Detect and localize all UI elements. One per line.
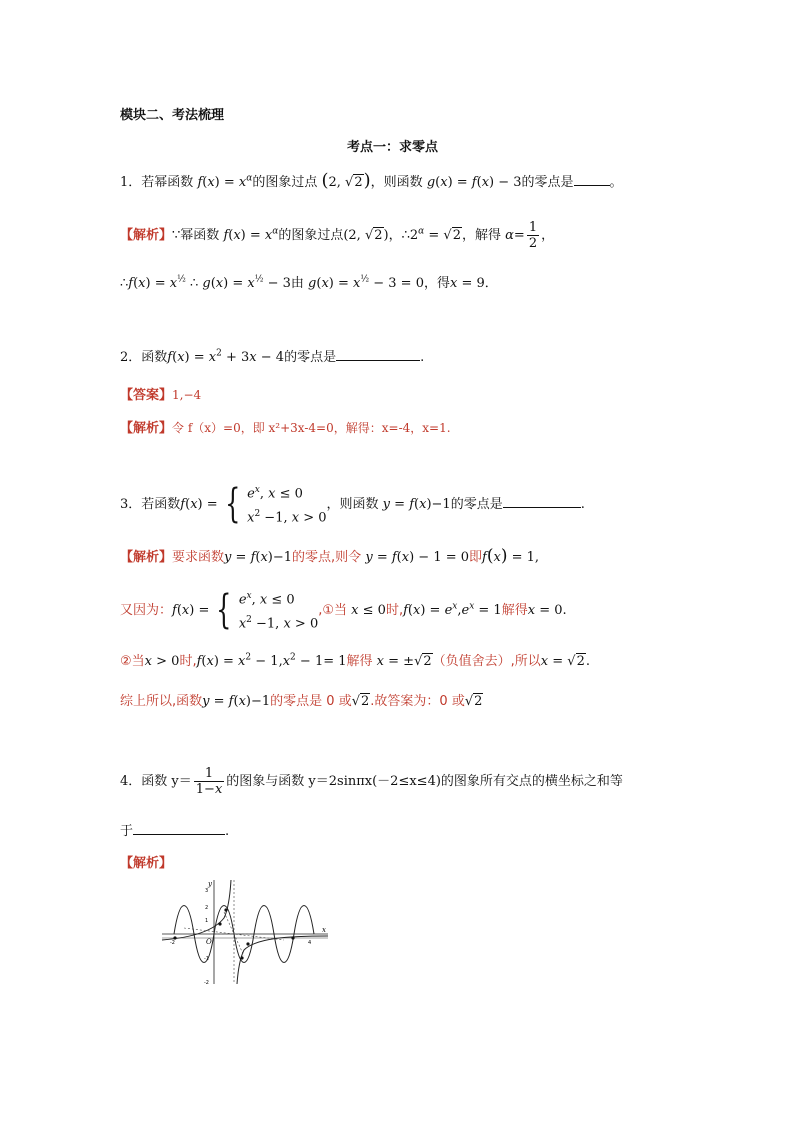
q2-answer-blank[interactable] (336, 348, 420, 361)
q1-analysis-line2: ∴f(x) = $x^{\frac{1}{2}}$ ∴ $g(x) = x^{\frac{1}{2}} - 3$由 $g(x) = x^{\frac{1}{2}} - 3 = 0$，得x = 9． (120, 274, 498, 291)
q1-question: 1．若幂函数 $f(x) = x^\alpha$的图象过点 (2, √2)，则函数 g(x) = f(x) − 3的零点是 。 (120, 170, 623, 191)
q4-graph (158, 876, 334, 988)
point-heading: 考点一：求零点 (347, 140, 439, 155)
q2-analysis: 【解析】令 f（x）=0，即 x²+3x-4=0，解得：x=-4，x=1. (120, 421, 451, 436)
q3-answer-blank[interactable] (503, 495, 581, 508)
q1-answer-blank[interactable] (574, 173, 610, 186)
intersection-point (224, 908, 227, 911)
tick-label: -2 (170, 940, 175, 946)
tick-label: 1 (205, 918, 209, 924)
q3-analysis-line2: 又因为：f(x) = { $e^x$, x ≤ 0 $x^2 -1$, x > 0 ,①当 x ≤ 0时$,f(x) = e^x,e^x = 1$解得x = 0. (120, 587, 567, 634)
tick-label: 3 (205, 888, 209, 894)
q3-analysis-line1: 【解析】要求函数y = f(x)−1的零点,则令 y = f(x) − 1 = 0即f(x) = 1, (120, 546, 540, 566)
q3-analysis-line3: ②当x > 0时$,f(x) = x^2 - 1,x^2 - 1= 1$解得 x = ±√2（负值舍去）,所以x = √2. (120, 652, 590, 669)
q4-analysis-label: 【解析】 (120, 856, 173, 871)
hyperbola-left (162, 880, 231, 940)
hyperbola-right (237, 936, 328, 984)
q3-question: 3．若函数f(x) = { $e^x$, x ≤ 0 $x^2 -1$, x > 0 ，则函数 y = f(x)−1的零点是 . (120, 481, 585, 528)
q3-analysis-line4: 综上所以,函数y = f(x)−1的零点是 0 或√2.故答案为：0 或√2 (120, 694, 483, 709)
y-axis-label: y (208, 880, 212, 888)
intersection-point (173, 936, 176, 939)
x-axis-label: x (322, 926, 326, 934)
intersection-point (246, 942, 249, 945)
q2-answer: 【答案】1,−4 (120, 388, 202, 403)
tick-label: -1 (204, 956, 209, 962)
intersection-point (291, 936, 294, 939)
tick-label: 2 (205, 905, 209, 911)
tick-label: 4 (308, 940, 312, 946)
q1-analysis-line1: 【解析】∵幂函数 $f(x) = x^\alpha$的图象过点(2, √2)，$\therefore 2^\alpha = √2$，解得 α= $\frac{1}{2}$ ， (120, 220, 555, 251)
q4-answer-blank[interactable] (133, 822, 225, 835)
q2-question: 2．函数$f(x) = x^2 + 3x - 4$的零点是 . (120, 348, 425, 365)
intersection-point (218, 922, 221, 925)
module-heading: 模块二、考法梳理 (120, 108, 225, 123)
intersection-point (240, 956, 243, 959)
q4-question-line1: 4．函数 y＝ $\frac{1}{1-x}$ 的图象与函数 y＝2sinπx(－2≤x≤4)的图象所有交点的横坐标之和等 (120, 766, 623, 797)
origin-label: O (206, 938, 212, 946)
q4-question-line2: 于 . (120, 824, 230, 839)
tick-label: -2 (204, 980, 209, 986)
